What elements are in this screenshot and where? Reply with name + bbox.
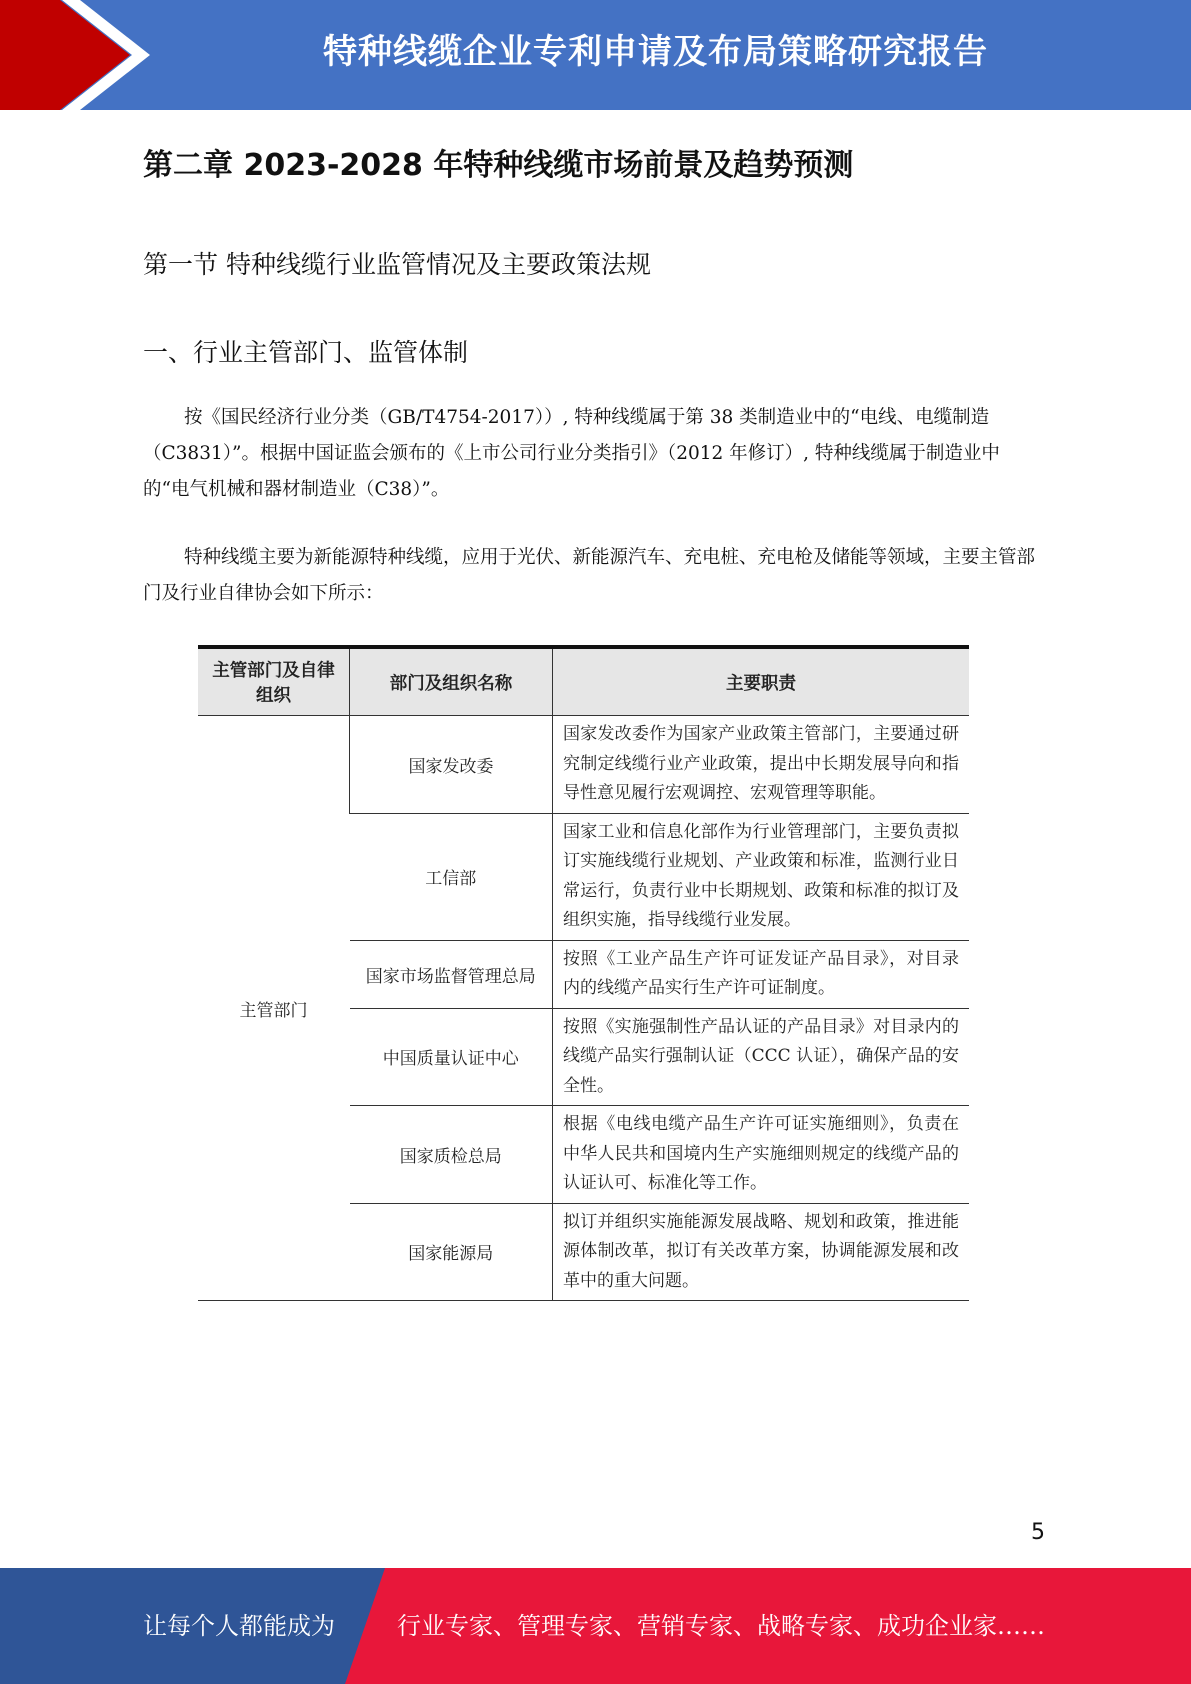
table-header-row [198, 647, 969, 716]
paragraph-industry-classification: 按《国民经济行业分类（GB/T4754-2017））, 特种线缆属于第 38 类制造业中的“电线、电缆制造（C3831）”。根据中国证监会颁布的《上市公司行业分类指引》（2012 年修订）, 特种线缆属于制造业中的“电气机械和器材制造业（C38）”。 [143, 407, 1000, 500]
report-header-banner [0, 0, 1191, 110]
duty-cell: 拟订并组织实施能源发展战略、规划和政策，推进能源体制改革，拟订有关改革方案，协调能源发展和改革中的重大问题。 [553, 1203, 970, 1301]
duty-cell: 按照《工业产品生产许可证发证产品目录》，对目录内的线缆产品实行生产许可证制度。 [553, 940, 970, 1008]
footer-banner [0, 1568, 1191, 1684]
chapter-title: 第二章 2023-2028 年特种线缆市场前景及趋势预测 [143, 148, 854, 183]
header-authority-type: 主管部门及自律组织 [198, 647, 350, 716]
organization-name-cell: 中国质量认证中心 [350, 1008, 553, 1106]
duty-cell: 国家发改委作为国家产业政策主管部门，主要通过研究制定线缆行业产业政策，提出中长期发展导向和指导性意见履行宏观调控、宏观管理等职能。 [553, 716, 970, 814]
organization-name-cell: 工信部 [350, 813, 553, 940]
section-title: 第一节 特种线缆行业监管情况及主要政策法规 [143, 250, 651, 279]
report-title: 特种线缆企业专利申请及布局策略研究报告 [323, 32, 988, 72]
header-main-duties: 主要职责 [553, 647, 970, 716]
duty-cell: 按照《实施强制性产品认证的产品目录》对目录内的线缆产品实行强制认证（CCC 认证），确保产品的安全性。 [553, 1008, 970, 1106]
footer-slogan-right: 行业专家、管理专家、营销专家、战略专家、成功企业家…… [397, 1612, 1045, 1640]
organization-name-cell: 国家能源局 [350, 1203, 553, 1301]
duty-cell: 根据《电线电缆产品生产许可证实施细则》，负责在中华人民共和国境内生产实施细则规定的线缆产品的认证认可、标准化等工作。 [553, 1106, 970, 1204]
organization-name-cell: 国家市场监督管理总局 [350, 940, 553, 1008]
organization-name-cell: 国家发改委 [350, 716, 553, 814]
page-number: 5 [1031, 1520, 1045, 1545]
organization-name-cell: 国家质检总局 [350, 1106, 553, 1204]
category-cell: 主管部门 [198, 716, 350, 1301]
duty-cell: 国家工业和信息化部作为行业管理部门，主要负责拟订实施线缆行业规划、产业政策和标准，监测行业日常运行，负责行业中长期规划、政策和标准的拟订及组织实施，指导线缆行业发展。 [553, 813, 970, 940]
table-row [198, 716, 969, 814]
footer-slogan-left: 让每个人都能成为 [143, 1612, 335, 1640]
subsection-title: 一、行业主管部门、监管体制 [143, 338, 469, 367]
authorities-table [198, 645, 969, 1301]
paragraph-authorities-intro: 特种线缆主要为新能源特种线缆，应用于光伏、新能源汽车、充电桩、充电枪及储能等领域，主要主管部门及行业自律协会如下所示： [143, 547, 1036, 604]
header-organization-name: 部门及组织名称 [350, 647, 553, 716]
